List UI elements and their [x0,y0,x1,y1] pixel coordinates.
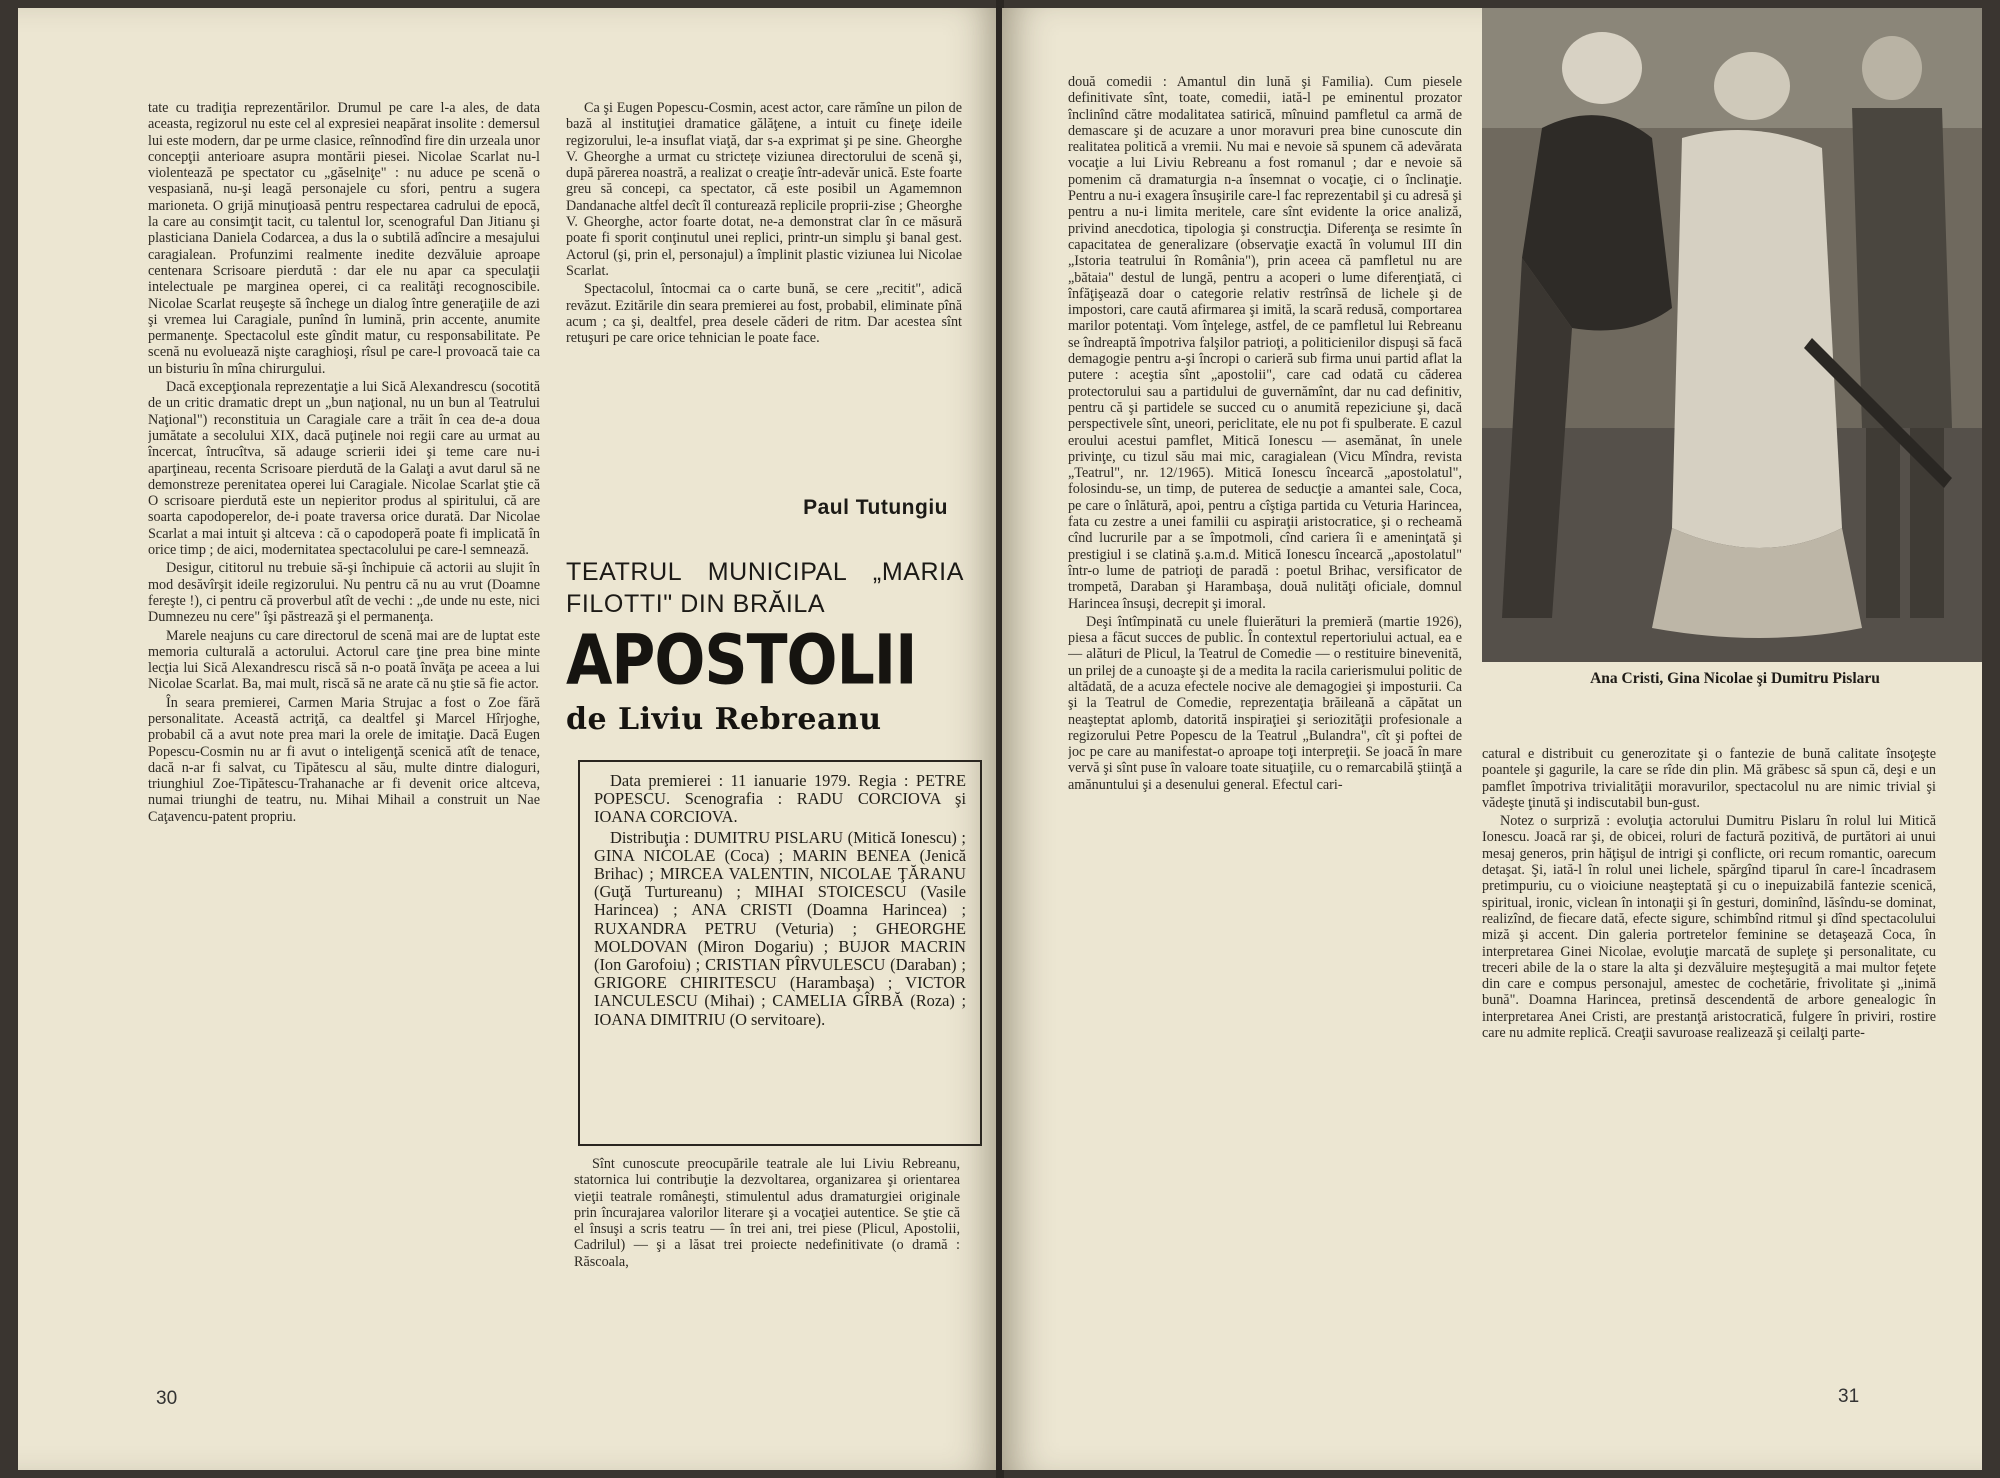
theatre-name: TEATRUL MUNICIPAL „MARIA FILOTTI" DIN BRĂILA [566,558,964,618]
left-column-2-top [566,100,962,480]
credits-box [578,760,982,1146]
paragraph: Spectacolul, întocmai ca o carte bună, se cere „recitit", adică revăzut. Ezitările din seara premierei au fost, probabil, eliminate pînă acum ; ca şi, dealtfel, prea desele căderi de ritm. Dar acestea sînt retuşuri pe care orice tehnician le poate face. [566,281,962,347]
paragraph: Ca şi Eugen Popescu-Cosmin, acest actor, care rămîne un pilon de bază al instituţiei dramatice gălăţene, a intuit cu fineţe ideile regizorului, le-a insuflat viaţă, dar s-a exprimat şi pe sine. Gheorghe V. Gheorghe a urmat cu strictețe viziunea directorului de scenă şi, după părerea noastră, a realizat o creaţie într-adevăr unică. Este foarte greu să concepi, ca spectator, că este posibil un Agamemnon Dandanache altfel decît îl conturează replicile proprii-zise ; Gheorghe V. Gheorghe, actor foarte dotat, ne-a demonstrat clar în ce măsură poate fi sporit conţinutul unei replici, printr-un simplu şi banal gest. Actorul (şi, prin el, personajul) a împlinit plastic viziunea lui Nicolae Scarlat. [566,100,962,279]
right-column-2 [1482,746,1936,1350]
paragraph: În seara premierei, Carmen Maria Strujac a fost o Zoe fără personalitate. Această actriţă, ca dealtfel şi Marcel Hîrjoghe, probabil că a avut note prea mari la orele de imitaţie. Dacă Eugen Popescu-Cosmin nu ar fi avut o inteligenţă scenică atît de tenace, dacă n-ar fi salvat, cu Tipătescu al său, multe dintre dialoguri, triunghiul Zoe-Tipătescu-Trahanache ar fi devenit orice altceva, numai triunghi de teatru, nu. Mihai Mihail a construit un Nae Caţavencu-patent propriu. [148,694,540,825]
paragraph: Desigur, cititorul nu trebuie să-şi închipuie că actorii au slujit în mod desăvîrşit ideile regizorului. Nu pentru că nu au vrut (Doamne fereşte !), ci pentru că proverbul atît de vechi : „de unde nu este, nici Dumnezeu nu cere" îşi păstrează şi el permanenţa. [148,560,540,626]
play-author: de Liviu Rebreanu [566,702,882,737]
paragraph: Distribuţia : DUMITRU PISLARU (Mitică Ionescu) ; GINA NICOLAE (Coca) ; MARIN BENEA (Jenică Brihac) ; MIRCEA VALENTIN, NICOLAE ŢĂRANU (Guţă Turtureanu) ; MIHAI STOICESCU (Vasile Harincea) ; ANA CRISTI (Doamna Harincea) ; RUXANDRA PETRU (Veturia) ; GHEORGHE MOLDOVAN (Miron Dogariu) ; BUJOR MACRIN (Ion Garofoiu) ; CRISTIAN PÎRVULESCU (Daraban) ; GRIGORE CHIRITESCU (Harambaşa) ; VICTOR IANCULESCU (Mihai) ; CAMELIA GÎRBĂ (Roza) ; IOANA DIMITRIU (O servitoare). [594,827,966,1029]
paragraph: Sînt cunoscute preocupările teatrale ale lui Liviu Rebreanu, statornica lui contribuţie la dezvoltarea, organizarea şi orientarea vieţii teatrale româneşti, stimulentul adus dramaturgiei originale prin încurajarea valorilor literare şi a vocaţiei autentice. Se ştie că el însuşi a scris teatru — în trei ani, trei piese (Plicul, Apostolii, Cadrilul) — şi a lăsat trei proiecte nedefinitivate (o dramă : Răscoala, [574,1156,960,1270]
left-column-1 [148,100,540,1350]
paragraph: Marele neajuns cu care directorul de scenă mai are de luptat este memoria culturală a actorului. Actorul care ţine prea bine minte lecţia lui Sică Alexandrescu riscă să n-o poată învăţa pe aceea a lui Nicolae Scarlat. Ba, mai mult, riscă să ne arate că nu ştie să fie actor. [148,627,540,693]
paragraph: Dacă excepţionala reprezentaţie a lui Sică Alexandrescu (socotită de un critic dramatic drept un „bun naţional, nu un bun al Teatrului Naţional") reconstituia un Caragiale care a trăit în cea de-a doua jumătate a secolului XIX, dacă puţinele noi regii care au urmat au încercat, întrucîtva, să adauge scrierii idei şi teme care nu-i aparţineau, recenta Scrisoare pierdută de la Galaţi a avut darul să ne demonstreze perenitatea operei lui Caragiale. Nicolae Scarlat ştie că O scrisoare pierdută este un nepieritor produs al spiritului, că are soarta capodoperelor, de-i poate traversa orice durată. Dar Nicolae Scarlat a mai intuit şi altceva : că o capodoperă poate fi implicată în orice timp ; de aici, modernitatea spectacolului pe care-l semnează. [148,379,540,559]
review-author: Paul Tutungiu [803,496,948,519]
right-column-1 [1068,74,1462,1350]
left-page [18,8,1000,1470]
paragraph: două comedii : Amantul din lună şi Familia). Cum piesele definitivate sînt, toate, comedii, iată-l pe eminentul prozator înclinînd către modalitatea satirică, mînuind pamfletul ca armă de demascare şi de acuzare a unor moravuri prea bine cunoscute din realitatea politică a vremii. Nu mai e nevoie să spunem că adevărata vocaţie a lui Liviu Rebreanu a fost romanul ; dar e nevoie să pomenim că dramaturgia n-a însemnat o vocaţie, ci o înclinaţie. Pentru a nu-i exagera însuşirile care-l fac reprezentabil şi cu adresă şi pentru a nu-i limita meritele, care sînt evidente la orice analiză, privind anecdotica, tipologia şi construcţia. Diferenţa se resimte în capacitatea de generalizare (observaţie exactă în volumul III din „Istoria teatrului în România"), prin aceea că pamfletul nu are „bătaia" destul de lungă, pentru a acoperi o lume diferenţiată, ci înfăţişează doar o categorie relativ restrînsă de lichele şi de impostori, care caută afirmarea şi imită, la scară redusă, comportarea marilor potentaţi. Vom înţelege, astfel, de ce pamfletul lui Rebreanu se îndreaptă împotriva falşilor patrioţi, a politicienilor dispuşi să facă demagogie pentru a-şi încropi o carieră sub firma unui partid aflat la putere : aceştia sînt „apostolii", care cad odată cu căderea protectorului sau a partidului de guvernămînt, dar nu cad definitiv, pentru că şi partidele se succed cu o anumită repeziciune şi, dacă perspectivele sînt, uneori, periclitate, ele nu pot fi spulberate. E cazul eroului acestui pamflet, Mitică Ionescu — asemănat, în unele privinţe, cu tizul său mai mic, caragialean (Vicu Mîndra, revista „Teatrul", nr. 12/1965). Mitică Ionescu încearcă „apostolatul", folosindu-se, un timp, de puterea de seducţie a amantei sale, Coca, pe care o înlătură, apoi, pentru a cîştiga partida cu Veturia Harincea, fata cu zestre a unei familii cu aspiraţii aristocratice, şi o recheamă cînd lucrurile par a se împotmoli, cînd cariera îi e ameninţată şi prestigiul i se clatină ş.a.m.d. Mitică Ionescu încearcă „apostolatul" într-o lume de patrioţi de paradă : poetul Brihac, versificator de trompetă, Daraban şi Harambaşa, două nulităţi oficiale, domnul Harincea însuşi, decrepit şi imoral. [1068,74,1462,612]
production-photo [1482,8,1982,662]
paragraph: Data premierei : 11 ianuarie 1979. Regia : PETRE POPESCU. Scenografia : RADU CORCIOVA şi IOANA CORCIOVA. [594,771,966,827]
paragraph: catural e distribuit cu generozitate şi o fantezie de bună calitate însoţeşte poantele şi gagurile, la care se rîde din plin. Mă grăbesc să spun că, deşi e un pamflet împotriva trivialităţii moravurilor, spectacolul nu are nimic trivial şi vădeşte ţinută şi indiscutabil bun-gust. [1482,746,1936,811]
page-number-right: 31 [1838,1386,1860,1407]
page-number-left: 30 [156,1388,178,1409]
stage-photo-illustration [1482,8,1982,662]
paragraph: tate cu tradiţia reprezentărilor. Drumul pe care l-a ales, de data aceasta, regizorul nu este cel al expresiei neapărat insolite : demersul lui este modern, dar pe urme clasice, reînnodînd fire din urzeala unor concepţii anterioare asupra montării piesei. Nicolae Scarlat nu-l violentează pe spectator cu „găselniţe" : nu aduce pe scenă o vespasiană, nu-şi leagă personajele cu sfori, pentru a sugera marioneta. O grijă minuţioasă pentru respectarea cadrului de epocă, la care au consimţit tacit, cu talentul lor, scenograful Dan Jitianu şi plasticiana Daniela Codarcea, a dus la o subtilă adîncire a mesajului caragialean. Profunzimi realmente inedite dezvăluie aproape centenara Scrisoare pierdută : dar ele nu apar ca speculaţii intelectuale pe marginea operei, ci ca realităţi recognoscibile. Nicolae Scarlat reuşeşte să închege un dialog între generaţiile de azi şi vremea lui Caragiale, punînd în lumină, prin accente, anumite permanenţe. Spectacolul este gîndit matur, cu responsabilitate. Pe scenă nu evoluează nişte caraghioşi, rîsul pe care-l provoacă taie ca un bisturiu în mîna chirurgului. [148,100,540,377]
left-column-2-bottom [574,1156,960,1356]
photo-caption: Ana Cristi, Gina Nicolae şi Dumitru Pislaru [1590,670,1880,687]
paragraph: Deşi întîmpinată cu unele fluierături la premieră (martie 1926), piesa a făcut succes de public. În contextul repertoriului actual, ea e — alături de Plicul, la Teatrul de Comedie — o restituire binevenită, un prilej de a cunoaşte şi de a medita la racila carierismului politic de altădată, de a acuza efectele nocive ale demagogiei şi imposturii. Ca şi la Teatrul de Comedie, reprezentaţia brăileană a căpătat un neaşteptat aplomb, datorită inspiraţiei şi seriozităţii profesionale a regizorului Petre Popescu de la Teatrul „Bulandra", cît şi poftei de joc pe care au manifestat-o aproape toţi interpreţii. Se joacă în mare vervă şi sînt puse în valoare toate situaţiile, cu o remarcabilă ştiinţă a amănuntului şi a desenului general. Efectul cari- [1068,613,1462,793]
play-title: APOSTOLII [566,620,917,701]
paragraph: Notez o surpriză : evoluţia actorului Dumitru Pislaru în rolul lui Mitică Ionescu. Joacă rar şi, de obicei, roluri de factură pozitivă, de purtători ai unui mesaj generos, prin hăţişul de intrigi şi conflicte, ori recum romantic, oarecum detaşat. Şi, iată-l în rolul unei lichele, spărgînd tiparul în care-l încadrasem pretimpuriu, cu o vioiciune neaşteptată şi cu o inepuizabilă fantezie scenică, spiritual, ironic, viclean în intonaţii şi în gesturi, dominînd, lăsîndu-se dominat, realizînd, de fiecare dată, efecte sigure, schimbînd ritmul şi dînd spectacolului miză şi accent. Din galeria portretelor feminine se detaşează Coca, în interpretarea Ginei Nicolae, evoluţie marcată de supleţe şi personalitate, cu treceri abile de la o stare la alta şi dezvăluire meşteşugită a mai multor feţete din care e compus personajul, amestec de cochetărie, frivolitate şi „inimă bună". Doamna Harincea, pretinsă descendentă de arbore genealogic în interpretarea Anei Cristi, are prestanţă aristocratică, fulgere în priviri, rostire care nu admite replică. Creaţii savuroase realizează şi ceilalţi parte- [1482,813,1936,1042]
